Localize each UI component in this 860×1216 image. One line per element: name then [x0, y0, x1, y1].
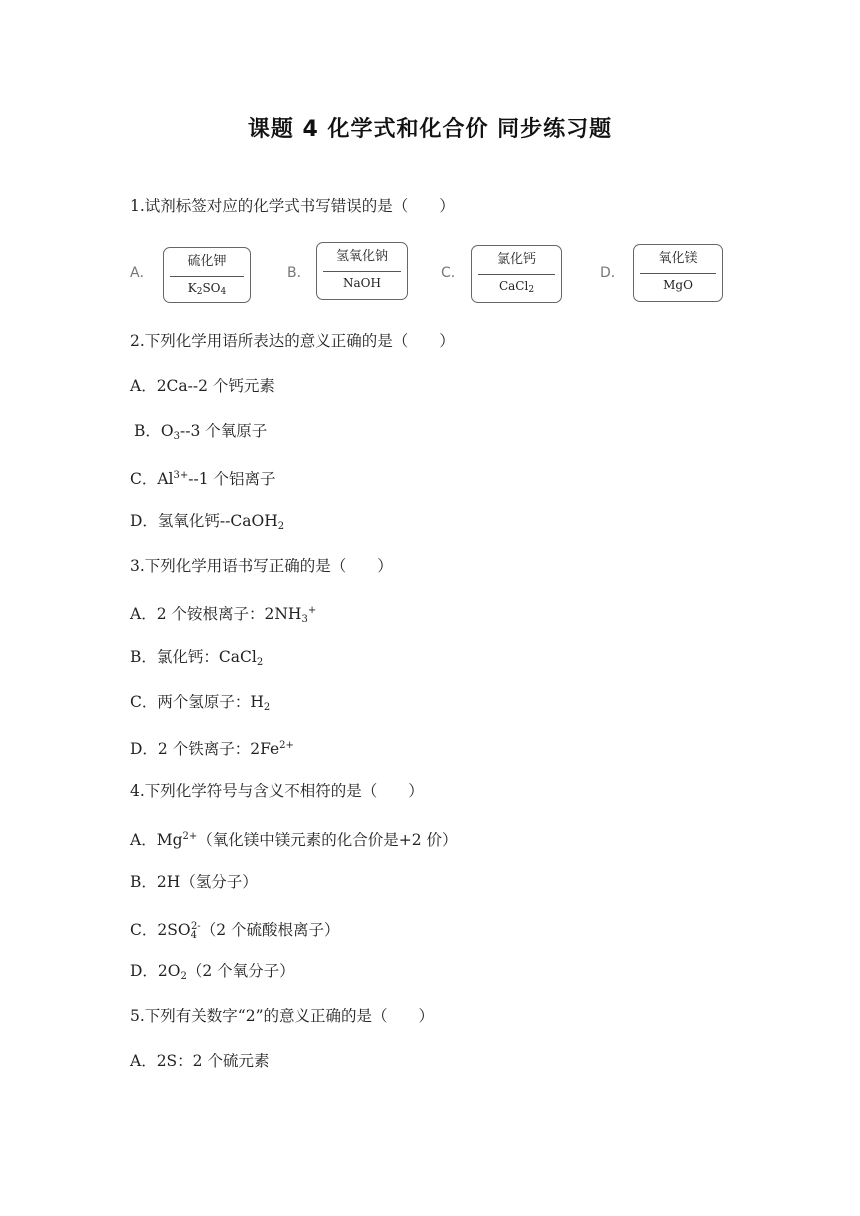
question-4-stem: 4.下列化学符号与含义不相符的是（ ） — [130, 782, 424, 800]
reagent-name: 氯化钙 — [496, 252, 536, 267]
question-2-option-d: D．氢氧化钙--CaOH$_2$ — [130, 512, 285, 532]
question-4-option-d: D．$2O_2(2$ 个氧分子） — [130, 962, 295, 982]
reagent-label-b — [316, 242, 408, 300]
question-5-option-a: A．2S：2 个硫元素 — [130, 1052, 270, 1070]
question-3-option-a: A．2 个铵根离子：$2NH_3^+$ — [130, 605, 317, 625]
question-3-option-b: B．氯化钙：CaCl$_2$ — [130, 648, 264, 668]
reagent-label-c — [471, 245, 562, 303]
reagent-formula: $K_2SO_4$ — [187, 281, 227, 297]
reagent-name: 硫化钾 — [187, 254, 227, 269]
question-2-option-a: A．2Ca--2 个钙元素 — [130, 377, 275, 395]
reagent-label-d — [633, 244, 723, 302]
page-title: 课题 4 化学式和化合价 同步练习题 — [247, 117, 613, 142]
reagent-formula: NaOH — [343, 276, 381, 290]
option-letter-d: D． — [600, 265, 625, 281]
question-2-option-c: C．$Al^{3+}--1$ 个铝离子 — [130, 470, 276, 488]
question-4-option-c: C．$2SO_4^{2-}(2$ 个硫酸根离子） — [130, 921, 340, 941]
question-5-stem: 5.下列有关数字“2”的意义正确的是（ ） — [130, 1007, 434, 1025]
option-letter-b: B． — [287, 265, 311, 281]
question-3-stem: 3.下列化学用语书写正确的是（ ） — [130, 557, 393, 575]
reagent-label-a — [163, 247, 251, 303]
question-2-stem: 2.下列化学用语所表达的意义正确的是（ ） — [130, 332, 455, 350]
reagent-label-options — [130, 242, 730, 308]
question-3-option-c: C．两个氢原子：$H_2$ — [130, 693, 271, 713]
option-letter-c: C． — [441, 265, 465, 281]
reagent-formula: MgO — [663, 278, 693, 292]
reagent-name: 氧化镁 — [658, 251, 698, 266]
question-1-stem: 1.试剂标签对应的化学式书写错误的是（ ） — [130, 197, 455, 215]
reagent-name: 氢氧化钠 — [335, 249, 388, 264]
question-4-option-b: B．2H（氢分子） — [130, 873, 258, 891]
question-4-option-a: A．$Mg^{2+}$（氧化镁中镁元素的化合价是+2 价） — [130, 831, 458, 849]
question-2-option-b: B．$O_3--3$ 个氧原子 — [134, 422, 268, 442]
question-3-option-d: D．2 个铁离子：$2Fe^{2+}$ — [130, 740, 294, 758]
option-letter-a: A． — [130, 265, 154, 281]
reagent-formula: CaCl$_2$ — [498, 279, 535, 295]
